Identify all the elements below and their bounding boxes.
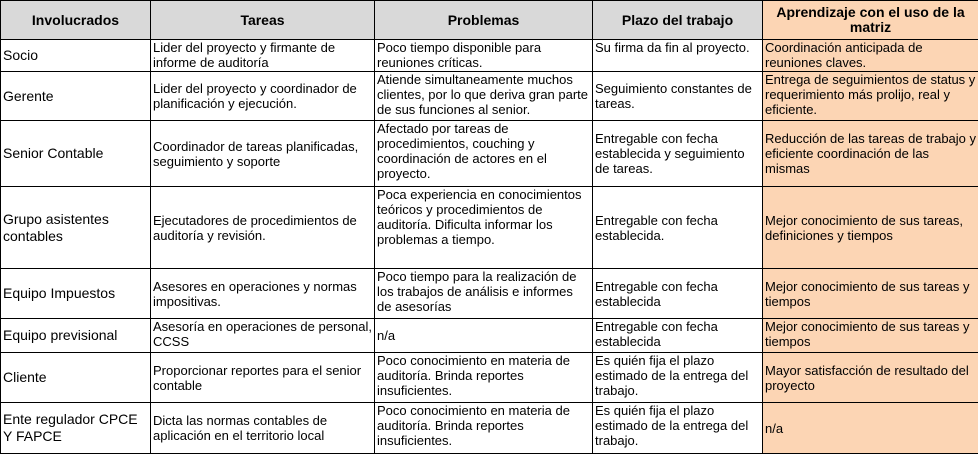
header-aprendizaje: Aprendizaje con el uso de la matriz (763, 1, 978, 40)
header-row (1, 1, 978, 40)
table-row (1, 121, 978, 187)
table-row (1, 269, 978, 319)
cell-involucrados: Equipo previsional (1, 319, 151, 353)
cell-aprendizaje: Coordinación anticipada de reuniones claves. (763, 40, 978, 72)
cell-involucrados: Gerente (1, 72, 151, 121)
cell-involucrados: Ente regulador CPCE Y FAPCE (1, 403, 151, 454)
cell-aprendizaje: Mejor conocimiento de sus tareas y tiempos (763, 269, 978, 319)
cell-aprendizaje: n/a (763, 403, 978, 454)
cell-problemas: Afectado por tareas de procedimientos, couching y coordinación de actores en el proyecto. (375, 121, 593, 187)
cell-plazo: Entregable con fecha establecida (593, 319, 763, 353)
cell-problemas: Atiende simultaneamente muchos clientes, por lo que deriva gran parte de sus funciones al senior. (375, 72, 593, 121)
table-row (1, 319, 978, 353)
cell-problemas: Poco conocimiento en materia de auditoría. Brinda reportes insuficientes. (375, 353, 593, 403)
header-plazo: Plazo del trabajo (593, 1, 763, 40)
table-row (1, 187, 978, 269)
cell-problemas: n/a (375, 319, 593, 353)
header-involucrados: Involucrados (1, 1, 151, 40)
table-row (1, 353, 978, 403)
cell-tareas: Asesoría en operaciones de personal, CCSS (151, 319, 375, 353)
cell-tareas: Lider del proyecto y firmante de informe de auditoría (151, 40, 375, 72)
cell-plazo: Seguimiento constantes de tareas. (593, 72, 763, 121)
cell-involucrados: Equipo Impuestos (1, 269, 151, 319)
cell-tareas: Lider del proyecto y coordinador de planificación y ejecución. (151, 72, 375, 121)
cell-involucrados: Socio (1, 40, 151, 72)
cell-aprendizaje: Entrega de seguimientos de status y requerimiento más prolijo, real y eficiente. (763, 72, 978, 121)
cell-plazo: Entregable con fecha establecida. (593, 187, 763, 269)
header-tareas: Tareas (151, 1, 375, 40)
cell-plazo: Es quién fija el plazo estimado de la entrega del trabajo. (593, 403, 763, 454)
cell-plazo: Entregable con fecha establecida (593, 269, 763, 319)
cell-tareas: Dicta las normas contables de aplicación en el territorio local (151, 403, 375, 454)
cell-plazo: Es quién fija el plazo estimado de la entrega del trabajo. (593, 353, 763, 403)
cell-tareas: Asesores en operaciones y normas impositivas. (151, 269, 375, 319)
cell-aprendizaje: Mayor satisfacción de resultado del proyecto (763, 353, 978, 403)
cell-problemas: Poca experiencia en conocimientos teóricos y procedimientos de auditoría. Dificulta informar los problemas a tiempo. (375, 187, 593, 269)
cell-aprendizaje: Mejor conocimiento de sus tareas, definiciones y tiempos (763, 187, 978, 269)
cell-plazo: Entregable con fecha establecida y seguimiento de tareas. (593, 121, 763, 187)
cell-problemas: Poco tiempo disponible para reuniones críticas. (375, 40, 593, 72)
cell-involucrados: Cliente (1, 353, 151, 403)
cell-problemas: Poco tiempo para la realización de los trabajos de análisis e informes de asesorías (375, 269, 593, 319)
cell-involucrados: Grupo asistentes contables (1, 187, 151, 269)
cell-aprendizaje: Mejor conocimiento de sus tareas y tiempos (763, 319, 978, 353)
cell-tareas: Ejecutadores de procedimientos de auditoría y revisión. (151, 187, 375, 269)
cell-involucrados: Senior Contable (1, 121, 151, 187)
cell-plazo: Su firma da fin al proyecto. (593, 40, 763, 72)
table-row (1, 72, 978, 121)
cell-problemas: Poco conocimiento en materia de auditoría. Brinda reportes insuficientes. (375, 403, 593, 454)
cell-aprendizaje: Reducción de las tareas de trabajo y eficiente coordinación de las mismas (763, 121, 978, 187)
cell-tareas: Proporcionar reportes para el senior contable (151, 353, 375, 403)
table-row (1, 403, 978, 454)
cell-tareas: Coordinador de tareas planificadas, seguimiento y soporte (151, 121, 375, 187)
table-row (1, 40, 978, 72)
header-problemas: Problemas (375, 1, 593, 40)
